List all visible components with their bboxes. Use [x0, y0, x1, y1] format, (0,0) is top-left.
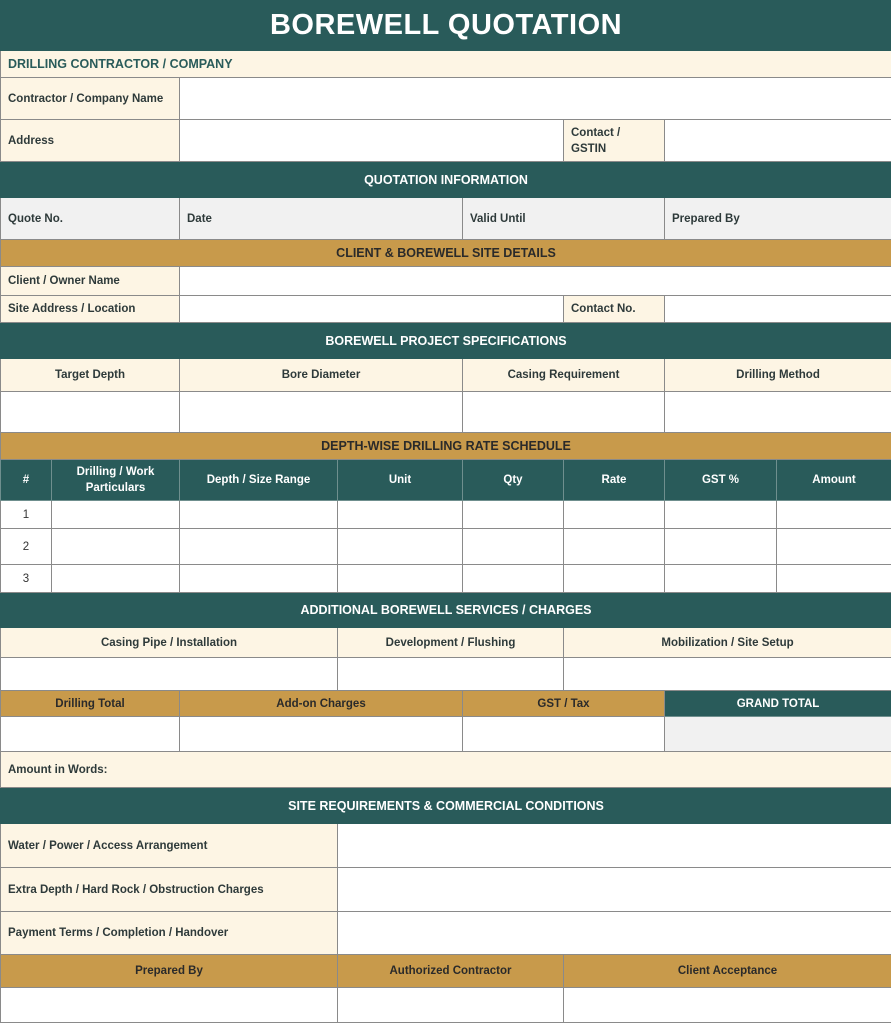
section-contractor: DRILLING CONTRACTOR / COMPANY	[1, 51, 891, 78]
schedule-header-particulars: Drilling / Work Particulars	[52, 460, 180, 501]
grand-total-field[interactable]	[665, 717, 891, 752]
target-depth-field[interactable]	[1, 392, 180, 433]
condition-field-extra-depth[interactable]	[338, 868, 891, 912]
grand-total-label: GRAND TOTAL	[665, 691, 891, 717]
schedule-header-gst: GST %	[665, 460, 777, 501]
service-header-development: Development / Flushing	[338, 628, 564, 658]
prepared-by-field[interactable]: Prepared By	[665, 198, 891, 240]
service-header-mobilization: Mobilization / Site Setup	[564, 628, 891, 658]
section-client-site: CLIENT & BOREWELL SITE DETAILS	[1, 240, 891, 267]
schedule-header-rate: Rate	[564, 460, 665, 501]
contact-no-field[interactable]	[665, 296, 891, 323]
quote-no-field[interactable]: Quote No.	[1, 198, 180, 240]
depth-range-cell[interactable]	[180, 529, 338, 565]
schedule-header-depth-range: Depth / Size Range	[180, 460, 338, 501]
row-index: 2	[1, 529, 52, 565]
row-index: 3	[1, 565, 52, 593]
spec-header-target-depth: Target Depth	[1, 359, 180, 392]
particulars-cell[interactable]	[52, 501, 180, 529]
rate-cell[interactable]	[564, 501, 665, 529]
signature-field-authorized[interactable]	[338, 988, 564, 1023]
gst-tax-field[interactable]	[463, 717, 665, 752]
drilling-total-field[interactable]	[1, 717, 180, 752]
spec-header-casing: Casing Requirement	[463, 359, 665, 392]
drilling-total-label: Drilling Total	[1, 691, 180, 717]
unit-cell[interactable]	[338, 501, 463, 529]
company-name-field[interactable]	[180, 78, 891, 120]
amount-cell[interactable]	[777, 529, 891, 565]
signature-field-client[interactable]	[564, 988, 891, 1023]
signature-field-prepared-by[interactable]	[1, 988, 338, 1023]
address-label: Address	[1, 120, 180, 162]
amount-cell[interactable]	[777, 501, 891, 529]
mobilization-field[interactable]	[564, 658, 891, 691]
depth-range-cell[interactable]	[180, 501, 338, 529]
bore-diameter-field[interactable]	[180, 392, 463, 433]
drilling-method-field[interactable]	[665, 392, 891, 433]
gst-cell[interactable]	[665, 565, 777, 593]
casing-pipe-field[interactable]	[1, 658, 338, 691]
qty-cell[interactable]	[463, 529, 564, 565]
date-field[interactable]: Date	[180, 198, 463, 240]
addon-charges-field[interactable]	[180, 717, 463, 752]
site-address-label: Site Address / Location	[1, 296, 180, 323]
schedule-header-amount: Amount	[777, 460, 891, 501]
unit-cell[interactable]	[338, 565, 463, 593]
schedule-header-unit: Unit	[338, 460, 463, 501]
site-address-field[interactable]	[180, 296, 564, 323]
address-field[interactable]	[180, 120, 564, 162]
spec-header-drilling-method: Drilling Method	[665, 359, 891, 392]
condition-label-extra-depth: Extra Depth / Hard Rock / Obstruction Charges	[1, 868, 338, 912]
table-row	[1, 529, 891, 565]
amount-in-words-field[interactable]: Amount in Words:	[1, 752, 891, 788]
signature-header-client: Client Acceptance	[564, 955, 891, 988]
amount-cell[interactable]	[777, 565, 891, 593]
condition-field-payment-terms[interactable]	[338, 912, 891, 955]
contact-gstin-label: Contact / GSTIN	[564, 120, 665, 162]
depth-range-cell[interactable]	[180, 565, 338, 593]
section-quotation-info: QUOTATION INFORMATION	[1, 162, 891, 198]
section-project-specs: BOREWELL PROJECT SPECIFICATIONS	[1, 323, 891, 359]
table-row	[1, 565, 891, 593]
page-title: BOREWELL QUOTATION	[1, 1, 891, 51]
section-commercial-conditions: SITE REQUIREMENTS & COMMERCIAL CONDITIONS	[1, 788, 891, 824]
contact-gstin-field[interactable]	[665, 120, 891, 162]
spec-header-bore-diameter: Bore Diameter	[180, 359, 463, 392]
schedule-header-index: #	[1, 460, 52, 501]
condition-label-water-power: Water / Power / Access Arrangement	[1, 824, 338, 868]
service-header-casing-pipe: Casing Pipe / Installation	[1, 628, 338, 658]
condition-label-payment-terms: Payment Terms / Completion / Handover	[1, 912, 338, 955]
section-additional-services: ADDITIONAL BOREWELL SERVICES / CHARGES	[1, 593, 891, 628]
casing-requirement-field[interactable]	[463, 392, 665, 433]
development-field[interactable]	[338, 658, 564, 691]
particulars-cell[interactable]	[52, 529, 180, 565]
row-index: 1	[1, 501, 52, 529]
rate-cell[interactable]	[564, 565, 665, 593]
signature-header-prepared-by: Prepared By	[1, 955, 338, 988]
gst-cell[interactable]	[665, 529, 777, 565]
condition-field-water-power[interactable]	[338, 824, 891, 868]
valid-until-field[interactable]: Valid Until	[463, 198, 665, 240]
company-name-label: Contractor / Company Name	[1, 78, 180, 120]
section-rate-schedule: DEPTH-WISE DRILLING RATE SCHEDULE	[1, 433, 891, 460]
signature-header-authorized: Authorized Contractor	[338, 955, 564, 988]
client-owner-label: Client / Owner Name	[1, 267, 180, 296]
rate-cell[interactable]	[564, 529, 665, 565]
gst-tax-label: GST / Tax	[463, 691, 665, 717]
schedule-header-qty: Qty	[463, 460, 564, 501]
table-row	[1, 501, 891, 529]
client-owner-field[interactable]	[180, 267, 891, 296]
qty-cell[interactable]	[463, 501, 564, 529]
contact-no-label: Contact No.	[564, 296, 665, 323]
particulars-cell[interactable]	[52, 565, 180, 593]
addon-charges-label: Add-on Charges	[180, 691, 463, 717]
qty-cell[interactable]	[463, 565, 564, 593]
gst-cell[interactable]	[665, 501, 777, 529]
unit-cell[interactable]	[338, 529, 463, 565]
